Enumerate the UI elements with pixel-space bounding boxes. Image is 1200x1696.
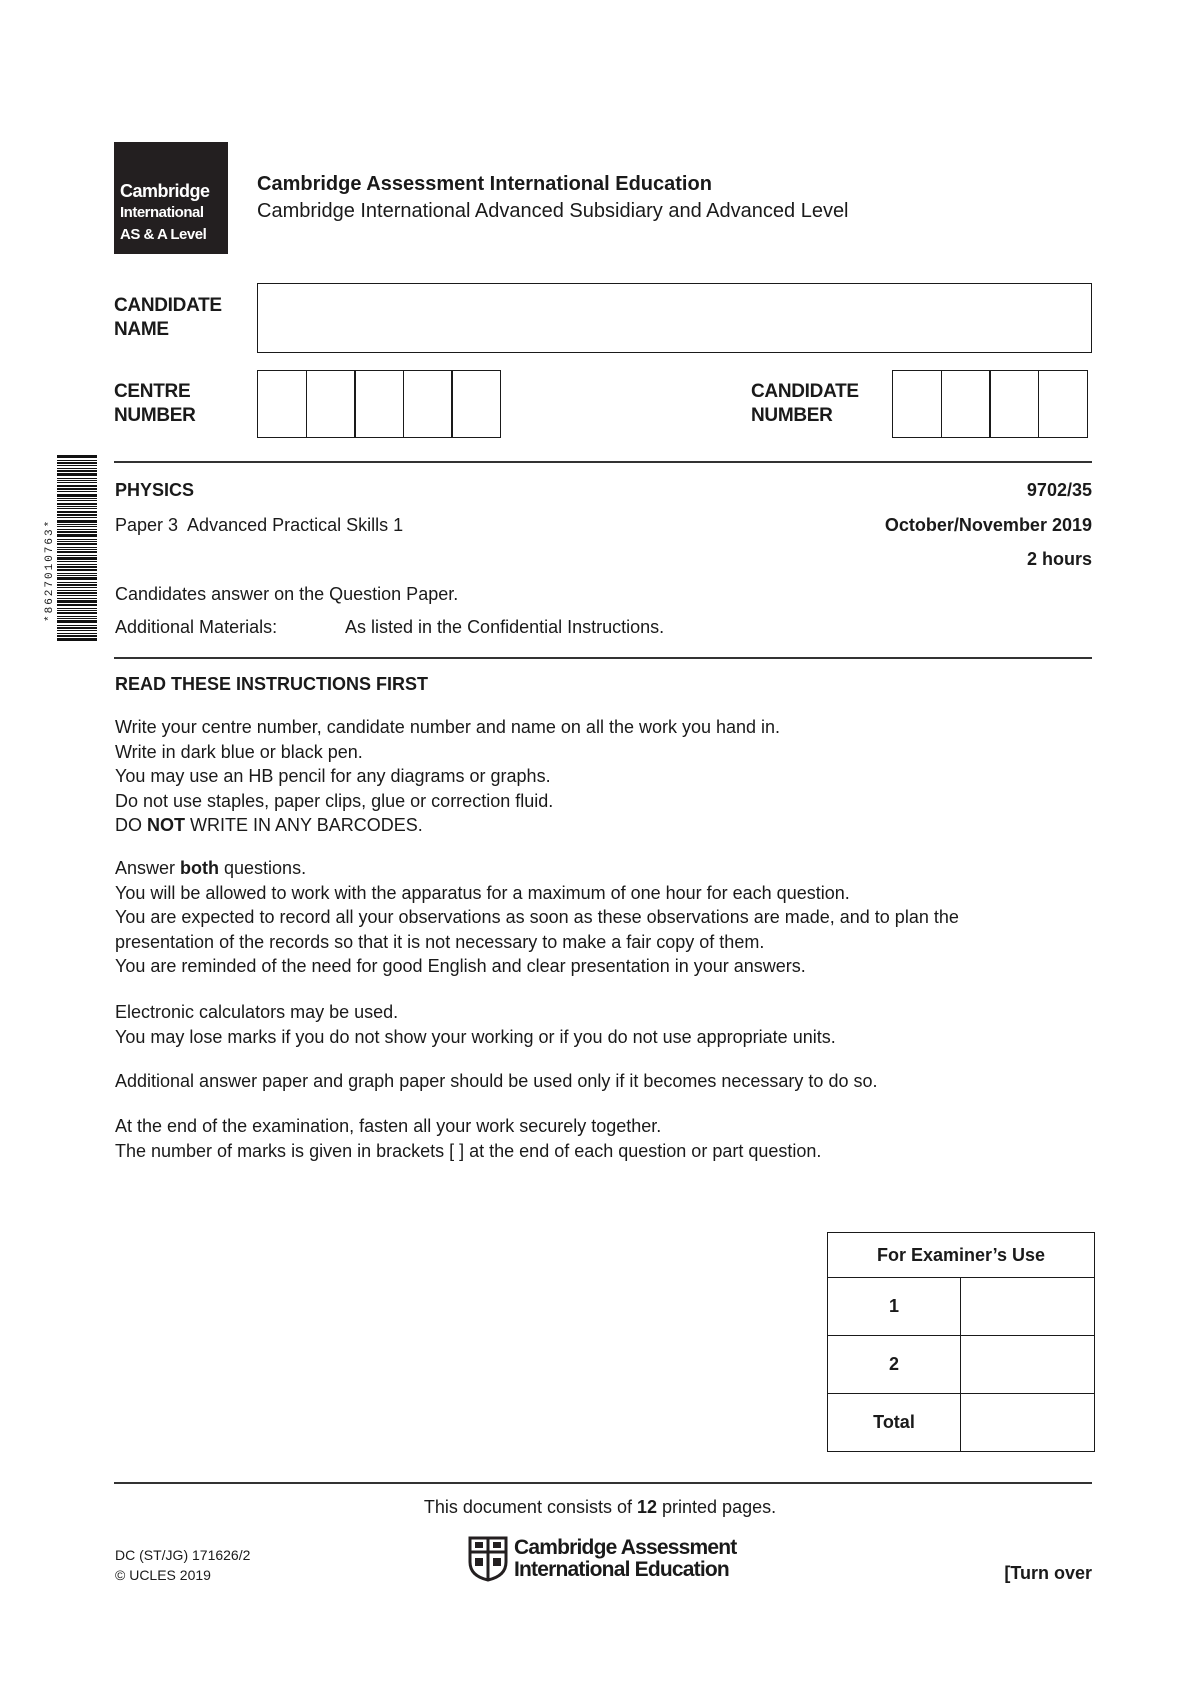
barcode-bar bbox=[57, 462, 97, 464]
additional-materials-label: Additional Materials: bbox=[115, 617, 278, 637]
barcode-bar bbox=[57, 482, 97, 483]
divider bbox=[114, 657, 1092, 659]
barcode-bar bbox=[57, 526, 97, 527]
barcode-bar bbox=[57, 549, 97, 550]
instruction-text: questions. bbox=[219, 858, 307, 878]
barcode-bar bbox=[57, 577, 97, 580]
barcode-bar bbox=[57, 584, 97, 586]
instruction-line: Write your centre number, candidate number and name on all the work you hand in. bbox=[115, 717, 781, 737]
barcode-bar bbox=[57, 478, 97, 479]
barcode-bar bbox=[57, 541, 97, 542]
barcode-bar bbox=[57, 543, 97, 545]
page-count-number: 12 bbox=[636, 1497, 658, 1517]
instruction-emphasis: NOT bbox=[147, 815, 186, 835]
instruction-line bbox=[115, 856, 1095, 881]
examiner-mark-cell[interactable] bbox=[961, 1336, 1095, 1394]
examiner-row-label: 1 bbox=[828, 1278, 961, 1336]
barcode-bar bbox=[57, 604, 97, 606]
examiner-row-label: Total bbox=[828, 1394, 961, 1452]
instruction-text: WRITE IN ANY BARCODES. bbox=[185, 815, 423, 835]
barcode-bar bbox=[57, 635, 97, 637]
footer-logo bbox=[468, 1536, 736, 1582]
barcode-bar bbox=[57, 494, 97, 497]
instruction-line: You may use an HB pencil for any diagrams or graphs. bbox=[115, 766, 551, 786]
barcode-bar bbox=[57, 590, 97, 591]
centre-number-cell[interactable] bbox=[451, 370, 501, 438]
instruction-line: Write in dark blue or black pen. bbox=[115, 741, 363, 762]
instruction-line: The number of marks is given in brackets [ ] at the end of each question or part question. bbox=[115, 1140, 822, 1161]
barcode-bar bbox=[57, 500, 97, 501]
centre-number-label: CENTRE NUMBER bbox=[114, 381, 196, 426]
examiner-mark-cell[interactable] bbox=[961, 1394, 1095, 1452]
centre-number-cell[interactable] bbox=[354, 370, 404, 438]
paper-title: Paper 3 Advanced Practical Skills 1 bbox=[115, 515, 404, 535]
page-count-text bbox=[0, 1497, 1200, 1518]
additional-materials-value: As listed in the Confidential Instructions. bbox=[345, 617, 665, 637]
footer-logo-line1: Cambridge Assessment bbox=[514, 1536, 737, 1559]
candidate-number-field[interactable] bbox=[892, 370, 1088, 438]
barcode-bar bbox=[57, 566, 97, 568]
barcode-bar bbox=[57, 511, 97, 513]
crest-icon bbox=[468, 1536, 508, 1582]
barcode-bar bbox=[57, 587, 97, 588]
instruction-line: Additional answer paper and graph paper should be used only if it becomes necessary to do so. bbox=[115, 1071, 878, 1091]
barcode-bar bbox=[57, 491, 97, 492]
candidate-name-label: CANDIDATE NAME bbox=[114, 295, 222, 340]
logo-line1: Cambridge bbox=[120, 181, 210, 201]
barcode-number: *8627010763* bbox=[44, 518, 56, 622]
barcode-bar bbox=[57, 465, 97, 466]
divider bbox=[114, 461, 1092, 463]
instructions-block-2 bbox=[115, 856, 1095, 979]
instructions-block-5 bbox=[115, 1114, 1095, 1163]
turn-over: [Turn over bbox=[1004, 1563, 1092, 1583]
barcode-bar bbox=[57, 473, 97, 476]
barcode-bar bbox=[57, 547, 97, 548]
barcode-bar bbox=[57, 592, 97, 594]
candidate-number-cell[interactable] bbox=[941, 370, 991, 438]
barcode-bar bbox=[57, 468, 97, 469]
barcode bbox=[57, 455, 97, 685]
examiner-table-header: For Examiner’s Use bbox=[828, 1233, 1095, 1278]
instructions-block-4 bbox=[115, 1069, 1095, 1094]
instruction-line: You may lose marks if you do not show your working or if you do not use appropriate units. bbox=[115, 1026, 836, 1047]
barcode-bar bbox=[57, 529, 97, 530]
barcode-bar bbox=[57, 564, 97, 565]
barcode-bar bbox=[57, 506, 97, 507]
barcode-bar bbox=[57, 480, 97, 481]
centre-number-cell[interactable] bbox=[403, 370, 453, 438]
paper-code: 9702/35 bbox=[1026, 480, 1092, 500]
barcode-bar bbox=[57, 625, 97, 626]
barcode-bar bbox=[57, 517, 97, 518]
instruction-line: Electronic calculators may be used. bbox=[115, 1002, 399, 1022]
exam-session: October/November 2019 bbox=[884, 515, 1092, 535]
barcode-bar bbox=[57, 627, 97, 629]
footer-logo-text bbox=[514, 1537, 736, 1581]
barcode-bar bbox=[57, 608, 97, 609]
examiner-use-table bbox=[827, 1232, 1095, 1452]
exam-duration: 2 hours bbox=[1026, 549, 1092, 569]
copyright: © UCLES 2019 bbox=[115, 1567, 211, 1583]
subject: PHYSICS bbox=[115, 480, 195, 500]
barcode-bar bbox=[57, 620, 97, 623]
instruction-emphasis: both bbox=[180, 858, 220, 878]
barcode-bar bbox=[57, 514, 97, 516]
instruction-text: Answer bbox=[115, 858, 181, 878]
instruction-line: You are expected to record all your observations as soon as these observations are made, and to plan the bbox=[115, 907, 959, 927]
page-count-pre: This document consists of bbox=[423, 1497, 637, 1517]
barcode-bar bbox=[57, 595, 97, 596]
candidate-name-field[interactable] bbox=[257, 283, 1092, 353]
logo-line3: AS & A Level bbox=[120, 226, 207, 243]
instructions-block-3 bbox=[115, 1000, 1095, 1049]
org-title: Cambridge Assessment International Education bbox=[257, 173, 712, 195]
cambridge-logo bbox=[114, 142, 228, 254]
barcode-bar bbox=[57, 488, 97, 490]
instruction-line: presentation of the records so that it is not necessary to make a fair copy of them. bbox=[115, 931, 765, 952]
barcode-bar bbox=[57, 539, 97, 540]
barcode-bar bbox=[57, 575, 97, 576]
instructions-block-1 bbox=[115, 715, 1095, 838]
instruction-line: You are reminded of the need for good English and clear presentation in your answers. bbox=[115, 956, 806, 976]
barcode-bar bbox=[57, 555, 97, 556]
barcode-bar bbox=[57, 455, 97, 458]
barcode-bar bbox=[57, 470, 97, 472]
instruction-line: You will be allowed to work with the apparatus for a maximum of one hour for each question. bbox=[115, 882, 850, 903]
candidate-number-cell[interactable] bbox=[892, 370, 942, 438]
instruction-line: At the end of the examination, fasten all your work securely together. bbox=[115, 1116, 662, 1136]
divider bbox=[114, 1482, 1092, 1484]
instruction-line bbox=[115, 813, 1095, 838]
centre-number-cell[interactable] bbox=[306, 370, 356, 438]
barcode-bar bbox=[57, 600, 97, 603]
barcode-bar bbox=[57, 498, 97, 499]
barcode-bar bbox=[57, 633, 97, 634]
document-reference bbox=[115, 1545, 250, 1585]
examiner-row-label: 2 bbox=[828, 1336, 961, 1394]
barcode-bar bbox=[57, 460, 97, 461]
instruction-text: DO bbox=[115, 815, 148, 835]
barcode-bar bbox=[57, 485, 97, 487]
centre-number-cell[interactable] bbox=[257, 370, 307, 438]
candidate-number-label: CANDIDATE NUMBER bbox=[751, 381, 859, 426]
barcode-bar bbox=[57, 531, 97, 533]
barcode-bar bbox=[57, 618, 97, 619]
barcode-bar bbox=[57, 508, 97, 509]
barcode-bar bbox=[57, 503, 97, 505]
answer-on-text: Candidates answer on the Question Paper. bbox=[115, 584, 459, 604]
barcode-bar bbox=[57, 551, 97, 553]
candidate-number-cell[interactable] bbox=[989, 370, 1039, 438]
qualification-title: Cambridge International Advanced Subsidiary and Advanced Level bbox=[257, 200, 849, 222]
candidate-number-cell[interactable] bbox=[1038, 370, 1088, 438]
instruction-line: Do not use staples, paper clips, glue or correction fluid. bbox=[115, 790, 554, 811]
barcode-bar bbox=[57, 534, 97, 537]
barcode-bar bbox=[57, 638, 97, 641]
barcode-bar bbox=[57, 524, 97, 525]
barcode-bar bbox=[57, 557, 97, 560]
barcode-bar bbox=[57, 561, 97, 562]
page-count-post: printed pages. bbox=[657, 1497, 777, 1517]
instructions-heading: READ THESE INSTRUCTIONS FIRST bbox=[115, 674, 429, 694]
barcode-bar bbox=[57, 569, 97, 571]
barcode-bar bbox=[57, 598, 97, 599]
logo-line2: International bbox=[120, 204, 204, 221]
footer-logo-line2: International Education bbox=[514, 1558, 729, 1581]
barcode-bar bbox=[57, 610, 97, 611]
barcode-bar bbox=[57, 520, 97, 523]
barcode-bar bbox=[57, 573, 97, 574]
examiner-mark-cell[interactable] bbox=[961, 1278, 1095, 1336]
barcode-bar bbox=[57, 582, 97, 583]
barcode-bar bbox=[57, 612, 97, 614]
centre-number-field[interactable] bbox=[257, 370, 501, 438]
barcode-bar bbox=[57, 630, 97, 631]
reference-code: DC (ST/JG) 171626/2 bbox=[115, 1547, 251, 1563]
barcode-bar bbox=[57, 616, 97, 617]
